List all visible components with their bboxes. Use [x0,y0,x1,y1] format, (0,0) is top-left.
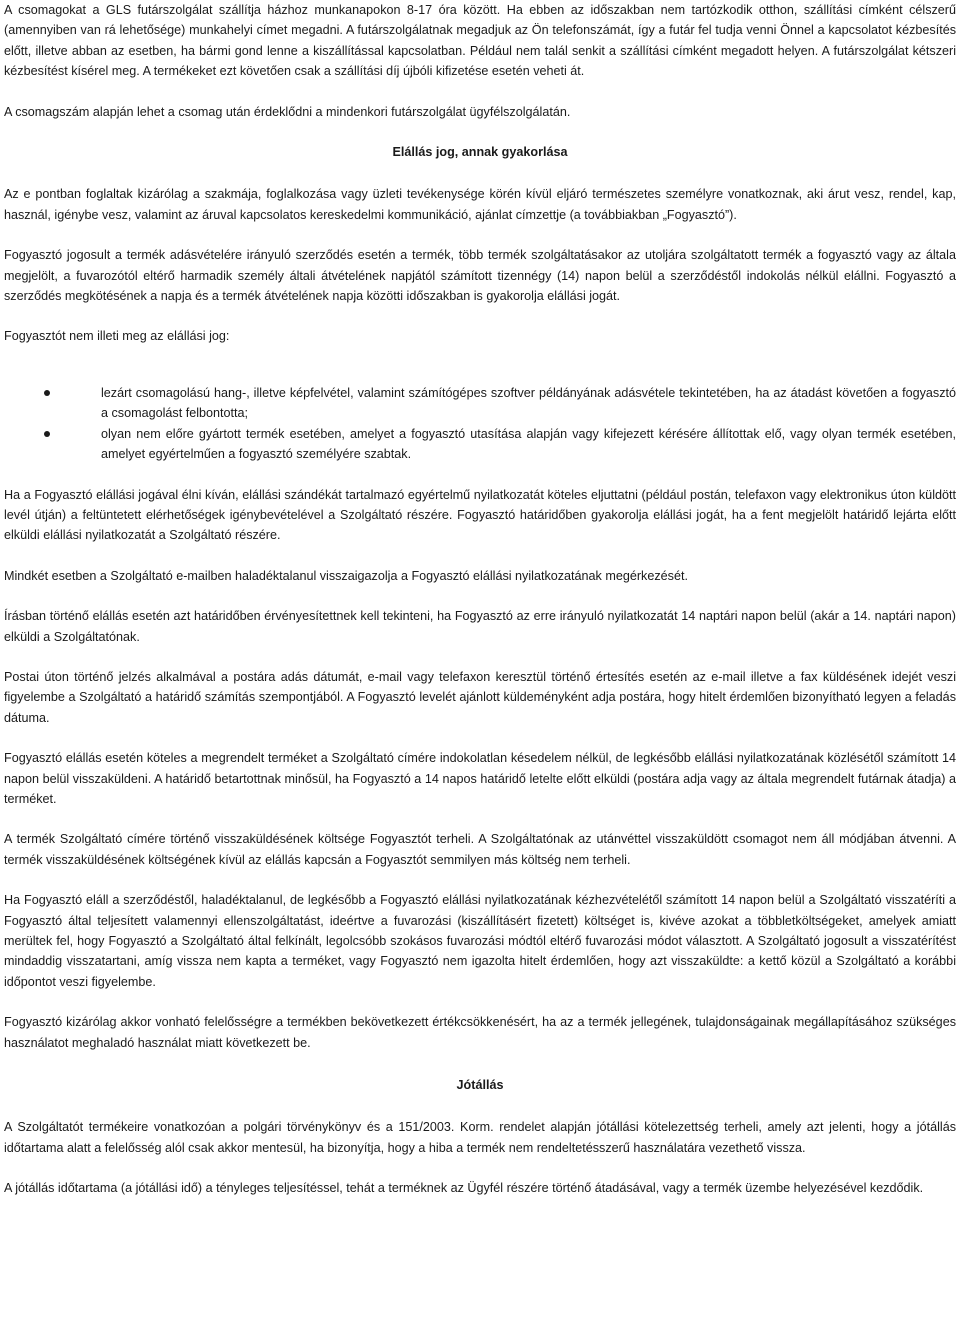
heading-warranty: Jótállás [456,1078,504,1093]
document-page [4,0,956,1199]
paragraph-depreciation: Fogyasztó kizárólag akkor vonható felelősségre a termékben bekövetkezett értékcsökkenésért, ha az a termék jellegének, tulajdonságainak megállapításához szükséges használatot meghaladó használat miatt következett be. [4,1015,956,1050]
paragraph-consumer-definition: Az e pontban foglaltak kizárólag a szakmája, foglalkozása vagy üzleti tevékenysége körén kívül eljáró természetes személyre vonatkoznak, aki árut vesz, rendel, kap, használ, igénybe vesz, valamint az áruval kapcsolatos kereskedelmi kommunikáció, ajánlat címzettje (a továbbiakban „Fogyasztó”). [4,187,956,222]
list-item: olyan nem előre gyártott termék esetében, amelyet a fogyasztó utasítása alapján vagy kifejezett kérésére állítottak elő, vagy olyan termék esetében, amelyet egyértelműen a fogyasztó személyére szabtak. [4,424,956,465]
heading-withdrawal: Elállás jog, annak gyakorlása [392,145,568,160]
paragraph-warranty-period: A jótállás időtartama (a jótállási idő) a tényleges teljesítéssel, tehát a terméknek az Ügyfél részére történő átadásával, vagy a termék üzembe helyezésével kezdődik. [4,1181,924,1196]
paragraph-withdrawal-right: Fogyasztó jogosult a termék adásvételére irányuló szerződés esetén a termék, több termék szolgáltatásakor az utoljára szolgáltatott termék a fogyasztó vagy az általa megjelölt, a fuvarozótól eltérő harmadik személy általi átvételének napjától számított tizennégy (14) napon belül a szerződéstől indokolás nélkül elállni. Fogyasztó a szerződés megkötésének a napja és a termék átvételének napja közötti időszakban is gyakorolja elállási jogát. [4,248,956,304]
paragraph-warranty-obligation: A Szolgáltatót termékeire vonatkozóan a polgári törvénykönyv és a 151/2003. Korm. rendelet alapján jótállási kötelezettség terheli, amely azt jelenti, hogy a jótállás időtartama alatt a felelősség alól csak akkor mentesül, ha bizonyítja, hogy a hiba a termék nem rendeltetésszerű használatára vezethető vissza. [4,1120,956,1155]
paragraph-return-obligation: Fogyasztó elállás esetén köteles a megrendelt terméket a Szolgáltató címére indokolatlan késedelem nélkül, de legkésőbb elállási nyilatkozatának közlésétől számított 14 napon belül visszaküldeni. A határidő betartottnak minősül, ha Fogyasztó a 14 napos határidő letelte előtt elküldi (postára adja vagy az általa megrendelt futárnak átadja) a terméket. [4,751,956,806]
list-item: lezárt csomagolású hang-, illetve képfelvétel, valamint számítógépes szoftver példányának adásvétele tekintetében, ha az átadást követően a fogyasztó a csomagolást felbontotta; [4,383,956,424]
paragraph-withdrawal-statement: Ha a Fogyasztó elállási jogával élni kíván, elállási szándékát tartalmazó egyértelmű nyilatkozatát köteles eljuttatni (például postán, telefaxon vagy elektronikus úton küldött levél útján) a feltüntetett elérhetőségek igénybevételével a Szolgáltató részére. Fogyasztó határidőben gyakorolja elállási jogát, ha a fent megjelölt határidő lejárta előtt elküldi elállási nyilatkozatát a Szolgáltató részére. [4,487,956,543]
paragraph-refund: Ha Fogyasztó eláll a szerződéstől, haladéktalanul, de legkésőbb a Fogyasztó elállási nyilatkozatának kézhezvételétől számított 14 napon belül a Szolgáltató visszatéríti a Fogyasztó által teljesített valamennyi ellenszolgáltatást, ideértve a fuvarozási (kiszállításért fizetett) költséget is, kivéve azokat a többletköltségeket, amelyek amiatt merültek fel, hogy Fogyasztó a Szolgáltató által felkínált, legolcsóbb szokásos fuvarozási módtól eltérő fuvarozási módot választott. A Szolgáltató jogosult a visszatérítést mindaddig visszatartani, amíg vissza nem kapta a terméket, vagy Fogyasztó nem igazolta hitelt érdemlően, hogy azt visszaküldte: a kettő közül a Szolgáltató a korábbi időpontot veszi figyelembe. [4,893,956,989]
paragraph-return-cost: A termék Szolgáltató címére történő visszaküldésének költsége Fogyasztót terheli. A Szolgáltatónak az utánvéttel visszaküldött csomagot nem áll módjában átvenni. A termék visszaküldésének költségének kívül az elállás kapcsán a Fogyasztót semmilyen más költség nem terheli. [4,832,956,867]
paragraph-written-withdrawal: Írásban történő elállás esetén azt határidőben érvényesítettnek kell tekinteni, ha Fogyasztó az erre irányuló nyilatkozatát 14 naptári napon belül (akár a 14. naptári napon) elküldi a Szolgáltatónak. [4,609,956,644]
paragraph-exceptions-intro: Fogyasztót nem illeti meg az elállási jog: [4,329,230,344]
paragraph-postal-notice: Postai úton történő jelzés alkalmával a postára adás dátumát, e-mail vagy telefaxon keresztül történő értesítés esetén az e-mail illetve a fax küldésének idejét veszi figyelembe a Szolgáltató a határidő számítás szempontjából. A Fogyasztó levelét ajánlott küldeményként adja postára, hogy hitelt érdemlően bizonyítható legyen a feladás dátuma. [4,669,956,725]
bullet-icon [44,431,50,437]
paragraph-tracking: A csomagszám alapján lehet a csomag után érdeklődni a mindenkori futárszolgálat ügyfélszolgálatán. [4,104,571,119]
paragraph-confirmation: Mindkét esetben a Szolgáltató e-mailben haladéktalanul visszaigazolja a Fogyasztó elállási nyilatkozatának megérkezését. [4,568,688,583]
exceptions-list [4,383,956,465]
bullet-icon [44,390,50,396]
paragraph-delivery: A csomagokat a GLS futárszolgálat szállítja házhoz munkanapokon 8-17 óra között. Ha ebben az időszakban nem tartózkodik otthon, szállítási címként célszerű (amennyiben van rá lehetősége) munkahelyi címet megadni. A futárszolgálatnak megadjuk az Ön telefonszámát, így a futár fel tudja venni Önnel a kapcsolatot kézbesítés előtt, illetve abban az esetben, ha bármi gond lenne a kiszállítással kapcsolatban. Például nem talál senkit a szállítási címként megadott helyen. A futárszolgálat kétszeri kézbesítést kísérel meg. A termékeket ezt követően csak a szállítási díj újbóli kifizetése esetén veheti át. [4,3,956,79]
